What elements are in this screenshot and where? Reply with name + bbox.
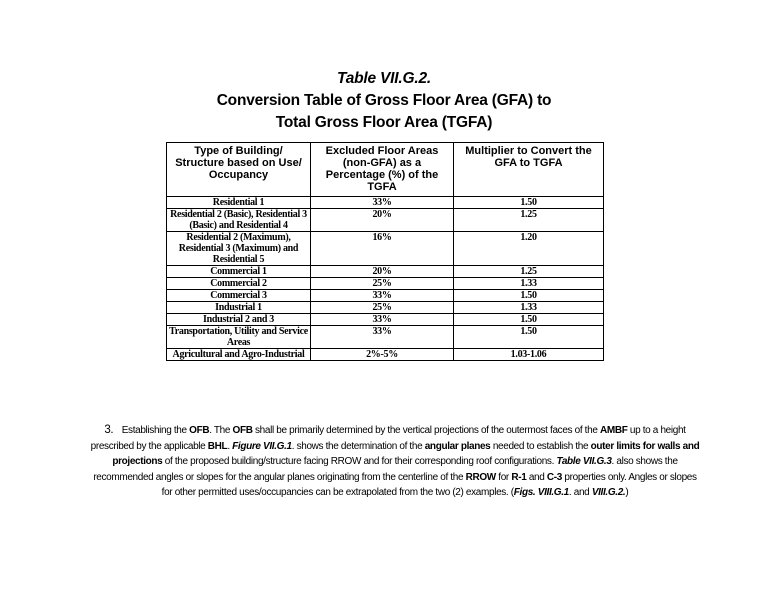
- paragraph-segment: angular planes: [424, 440, 491, 452]
- table-row: [167, 349, 604, 361]
- cell-excluded-percentage: 33%: [311, 290, 454, 302]
- cell-excluded-percentage: 25%: [311, 302, 454, 314]
- paragraph-segment: . and: [568, 487, 592, 498]
- table-row: [167, 314, 604, 326]
- cell-building-type: Industrial 1: [167, 302, 311, 314]
- cell-building-type: Transportation, Utility and Service Areas: [167, 326, 311, 349]
- paragraph-segment: for: [495, 471, 512, 483]
- table-row: [167, 266, 604, 278]
- cell-multiplier: 1.50: [454, 314, 604, 326]
- cell-multiplier: 1.03-1.06: [454, 349, 604, 361]
- table-title-line-2: Total Gross Floor Area (TGFA): [275, 114, 493, 131]
- table-title: [0, 68, 768, 134]
- paragraph-segment: Figure VII.G.1: [232, 440, 292, 452]
- paragraph-number: 3.: [104, 424, 114, 436]
- cell-building-type: Commercial 3: [167, 290, 311, 302]
- paragraph-segment: . shows the determination of the: [291, 440, 425, 452]
- table-row: [167, 326, 604, 349]
- cell-multiplier: 1.20: [454, 232, 604, 266]
- paragraph-segment: RROW: [465, 471, 496, 483]
- table-row: [167, 197, 604, 209]
- table-number-label: Table VII.G.2.: [337, 70, 431, 87]
- cell-building-type: Commercial 1: [167, 266, 311, 278]
- paragraph-segment: Table VII.G.3: [556, 456, 612, 467]
- paragraph-segment: shall be primarily determined by the vertical projections of the outermost faces of the: [252, 425, 600, 436]
- cell-multiplier: 1.50: [454, 197, 604, 209]
- cell-excluded-percentage: 2%-5%: [311, 349, 454, 361]
- table-row: [167, 278, 604, 290]
- cell-excluded-percentage: 33%: [311, 326, 454, 349]
- table-header-row: [167, 143, 604, 197]
- paragraph-segment: properties only. Angles or slopes for other permitted uses/occupancies can be extrapolated from the two (2) examples. (: [161, 471, 697, 498]
- header-building-type: Type of Building/ Structure based on Use/ Occupancy: [167, 143, 311, 197]
- table-row: [167, 290, 604, 302]
- table-row: [167, 209, 604, 232]
- cell-excluded-percentage: 20%: [311, 266, 454, 278]
- cell-excluded-percentage: 25%: [311, 278, 454, 290]
- paragraph-segment: C-3: [546, 471, 562, 483]
- cell-building-type: Residential 2 (Maximum), Residential 3 (Maximum) and Residential 5: [167, 232, 311, 266]
- cell-building-type: Agricultural and Agro-Industrial: [167, 349, 311, 361]
- paragraph-segment: needed to establish the: [490, 440, 591, 452]
- conversion-table: [166, 142, 604, 361]
- paragraph-segment: up to a height prescribed by the applicable: [90, 425, 686, 452]
- cell-building-type: Industrial 2 and 3: [167, 314, 311, 326]
- paragraph-segment: . The: [209, 425, 233, 436]
- paragraph-segment: Establishing the: [121, 425, 190, 436]
- paragraph-segment: and: [526, 471, 547, 483]
- table-title-line-1: Conversion Table of Gross Floor Area (GFA) to: [216, 92, 552, 109]
- paragraph-segment: OFB: [232, 425, 253, 436]
- cell-building-type: Residential 2 (Basic), Residential 3 (Basic) and Residential 4: [167, 209, 311, 232]
- cell-multiplier: 1.33: [454, 278, 604, 290]
- paragraph-segment: BHL: [207, 440, 228, 452]
- cell-excluded-percentage: 16%: [311, 232, 454, 266]
- cell-building-type: Commercial 2: [167, 278, 311, 290]
- cell-excluded-percentage: 33%: [311, 197, 454, 209]
- cell-building-type: Residential 1: [167, 197, 311, 209]
- paragraph-segment: . also shows the recommended angles or slopes for the angular planes originating from the centerline of the: [93, 456, 678, 483]
- cell-multiplier: 1.25: [454, 266, 604, 278]
- paragraph-segment: AMBF: [599, 425, 628, 436]
- cell-multiplier: 1.50: [454, 290, 604, 302]
- paragraph-body: [91, 425, 700, 498]
- paragraph-segment: R-1: [511, 471, 527, 483]
- paragraph-segment: ): [625, 487, 629, 498]
- paragraph-segment: Figs. VIII.G.1: [513, 487, 569, 498]
- header-multiplier: Multiplier to Convert the GFA to TGFA: [454, 143, 604, 197]
- table-row: [167, 232, 604, 266]
- header-excluded-floor-areas: Excluded Floor Areas (non-GFA) as a Percentage (%) of the TGFA: [311, 143, 454, 197]
- ofb-paragraph: [90, 423, 700, 501]
- paragraph-segment: .: [227, 440, 233, 452]
- cell-multiplier: 1.50: [454, 326, 604, 349]
- paragraph-segment: OFB: [189, 425, 210, 436]
- paragraph-segment: outer limits for walls and projections: [112, 440, 700, 467]
- cell-multiplier: 1.25: [454, 209, 604, 232]
- cell-excluded-percentage: 33%: [311, 314, 454, 326]
- cell-multiplier: 1.33: [454, 302, 604, 314]
- paragraph-segment: of the proposed building/structure facing RROW and for their corresponding roof configurations.: [162, 456, 557, 467]
- paragraph-segment: VIII.G.2.: [591, 487, 626, 498]
- table-row: [167, 302, 604, 314]
- cell-excluded-percentage: 20%: [311, 209, 454, 232]
